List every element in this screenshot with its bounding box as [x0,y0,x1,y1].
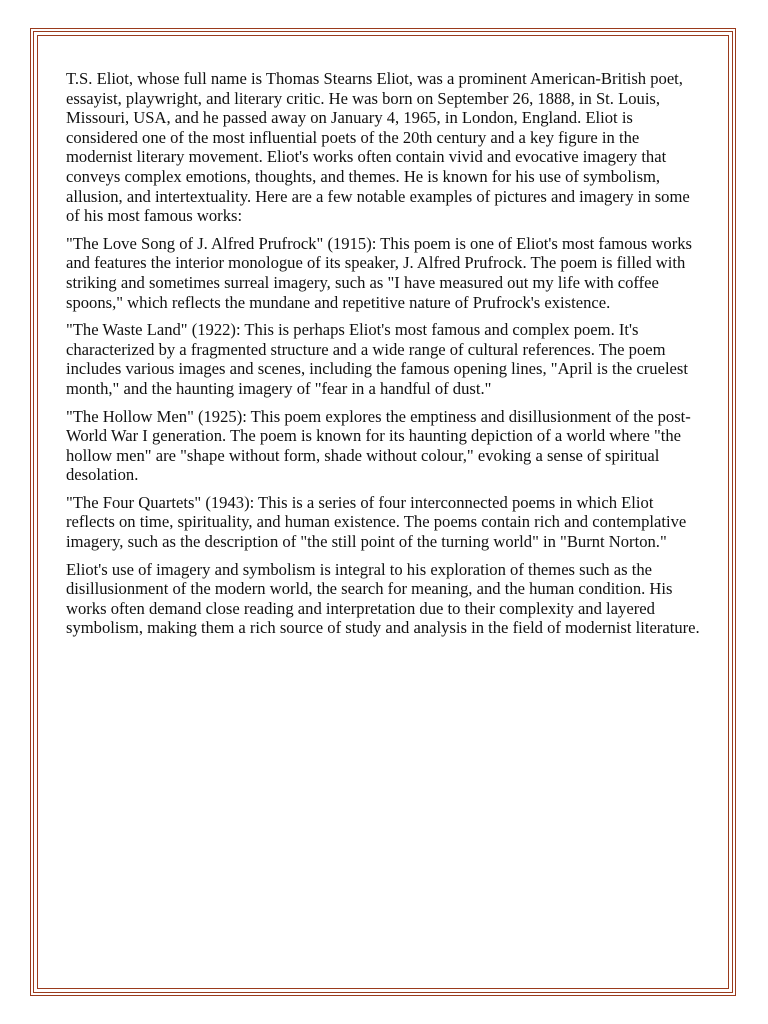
document-body [66,69,706,646]
paragraph-waste-land: "The Waste Land" (1922): This is perhaps Eliot's most famous and complex poem. It's characterized by a fragmented structure and a wide range of cultural references. The poem includes various images and scenes, including the famous opening lines, "April is the cruelest month," and the haunting imagery of "fear in a handful of dust." [66,320,688,398]
paragraph-hollow-men: "The Hollow Men" (1925): This poem explores the emptiness and disillusionment of the post-World War I generation. The poem is known for its haunting depiction of a world where "the hollow men" are "shape without form, shade without colour," evoking a sense of spiritual desolation. [66,406,691,485]
paragraph-intro: T.S. Eliot, whose full name is Thomas Stearns Eliot, was a prominent American-British poet, essayist, playwright, and literary critic. He was born on September 26, 1888, in St. Louis, Missouri, USA, and he passed away on January 4, 1965, in London, England. Eliot is considered one of the most influential poets of the 20th century and a key figure in the modernist literary movement. Eliot's works often contain vivid and evocative imagery that conveys complex emotions, thoughts, and themes. He is known for his use of symbolism, allusion, and intertextuality. Here are a few notable examples of pictures and imagery in some of his most famous works: [66,69,690,226]
paragraph-four-quartets: "The Four Quartets" (1943): This is a series of four interconnected poems in which Eliot reflects on time, spirituality, and human existence. The poems contain rich and contemplative imagery, such as the description of "the still point of the turning world" in "Burnt Norton." [66,492,687,552]
paragraph-conclusion: Eliot's use of imagery and symbolism is integral to his exploration of themes such as the disillusionment of the modern world, the search for meaning, and the human condition. His works often demand close reading and interpretation due to their complexity and layered symbolism, making them a rich source of study and analysis in the field of modernist literature. [66,559,700,638]
paragraph-prufrock: "The Love Song of J. Alfred Prufrock" (1915): This poem is one of Eliot's most famous works and features the interior monologue of its speaker, J. Alfred Prufrock. The poem is filled with striking and sometimes surreal imagery, such as "I have measured out my life with coffee spoons," which reflects the mundane and repetitive nature of Prufrock's existence. [66,233,692,312]
